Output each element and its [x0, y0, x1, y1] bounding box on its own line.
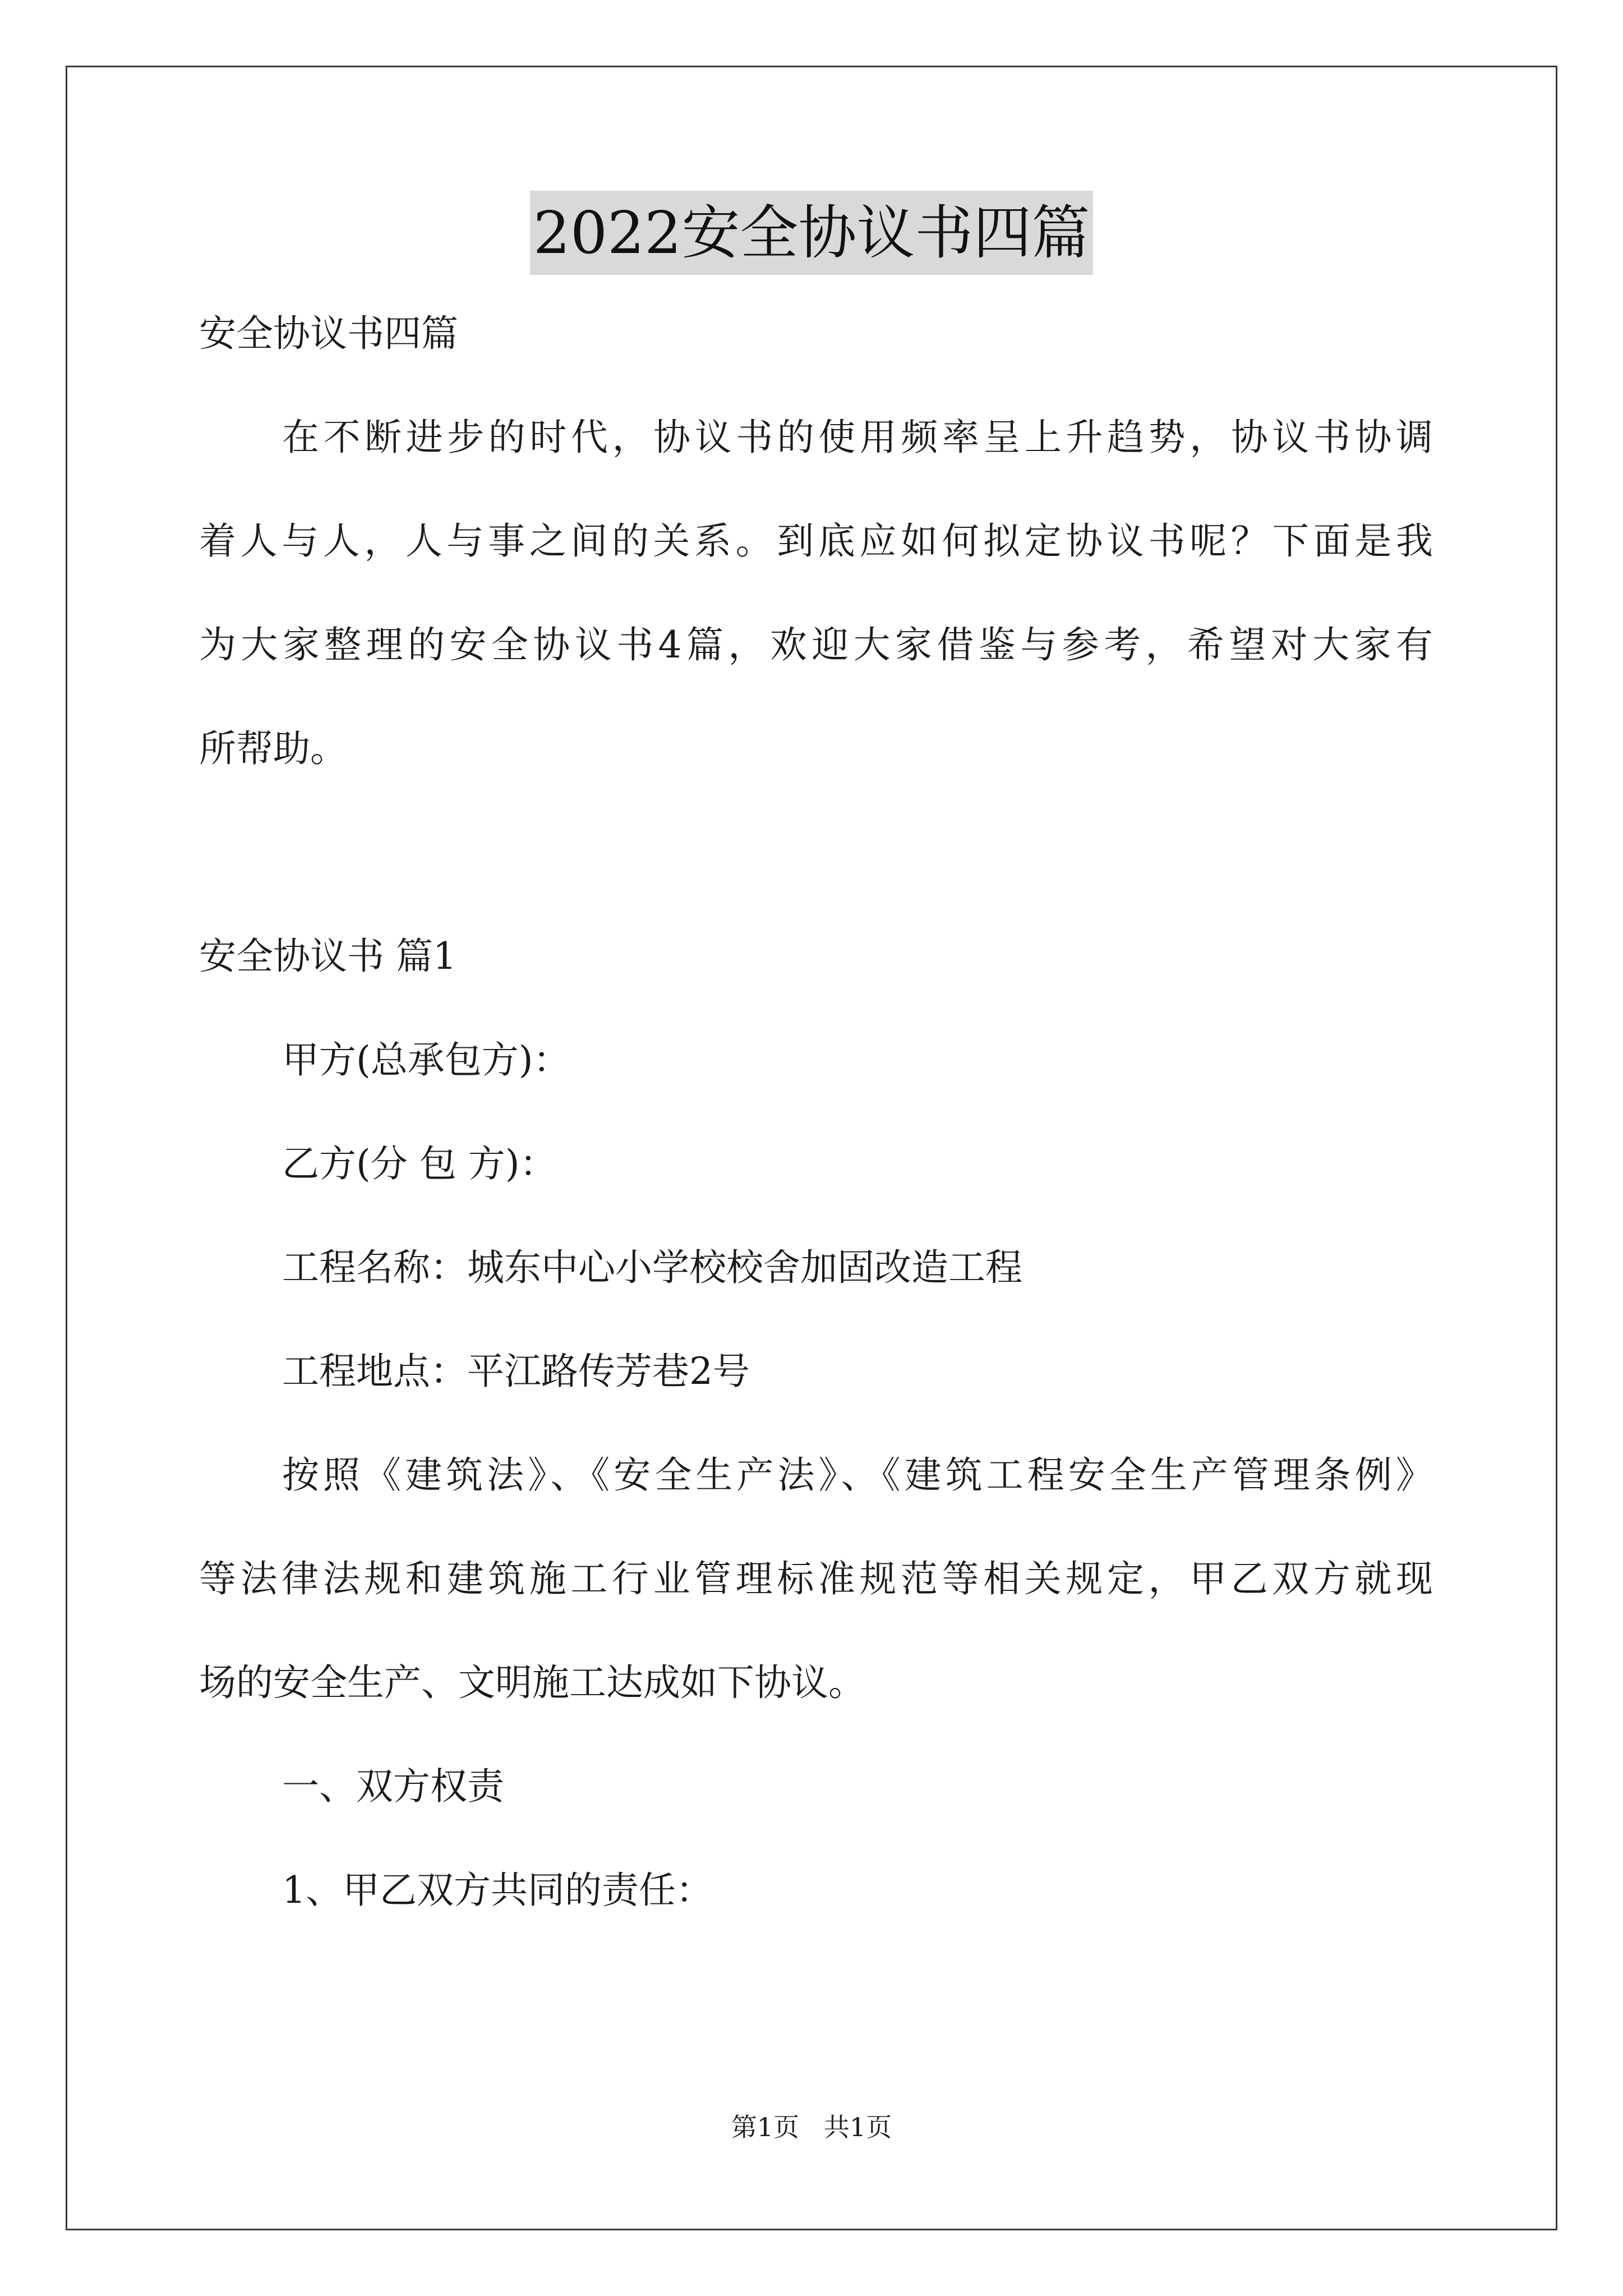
- document-title: 2022安全协议书四篇: [530, 191, 1094, 275]
- intro-line-3: 为大家整理的安全协议书4篇，欢迎大家借鉴与参考，希望对大家有: [199, 623, 1433, 666]
- section-heading: 安全协议书 篇1: [199, 935, 457, 978]
- basis-line-1: 按照《建筑法》、《安全生产法》、《建筑工程安全生产管理条例》: [282, 1453, 1433, 1497]
- party-a-line: 甲方(总承包方)：: [282, 1038, 570, 1082]
- party-b-line: 乙方(分 包 方)：: [282, 1142, 557, 1185]
- intro-line-2: 着人与人，人与事之间的关系。到底应如何拟定协议书呢？下面是我: [199, 519, 1433, 563]
- clause-item: 1、甲乙双方共同的责任：: [282, 1869, 713, 1912]
- intro-line-1: 在不断进步的时代，协议书的使用频率呈上升趋势，协议书协调: [282, 416, 1433, 459]
- page-footer: 第1页 共1页: [731, 2112, 892, 2142]
- document-subtitle: 安全协议书四篇: [199, 312, 458, 355]
- project-name-line: 工程名称：城东中心小学校校舍加固改造工程: [282, 1246, 1022, 1289]
- basis-line-2: 等法律法规和建筑施工行业管理标准规范等相关规定，甲乙双方就现: [199, 1557, 1433, 1600]
- intro-line-4: 所帮助。: [199, 727, 347, 770]
- basis-line-3: 场的安全生产、文明施工达成如下协议。: [199, 1661, 865, 1704]
- clause-heading: 一、双方权责: [282, 1765, 504, 1808]
- title-container: [0, 191, 1623, 275]
- project-location-line: 工程地点：平江路传芳巷2号: [282, 1350, 750, 1393]
